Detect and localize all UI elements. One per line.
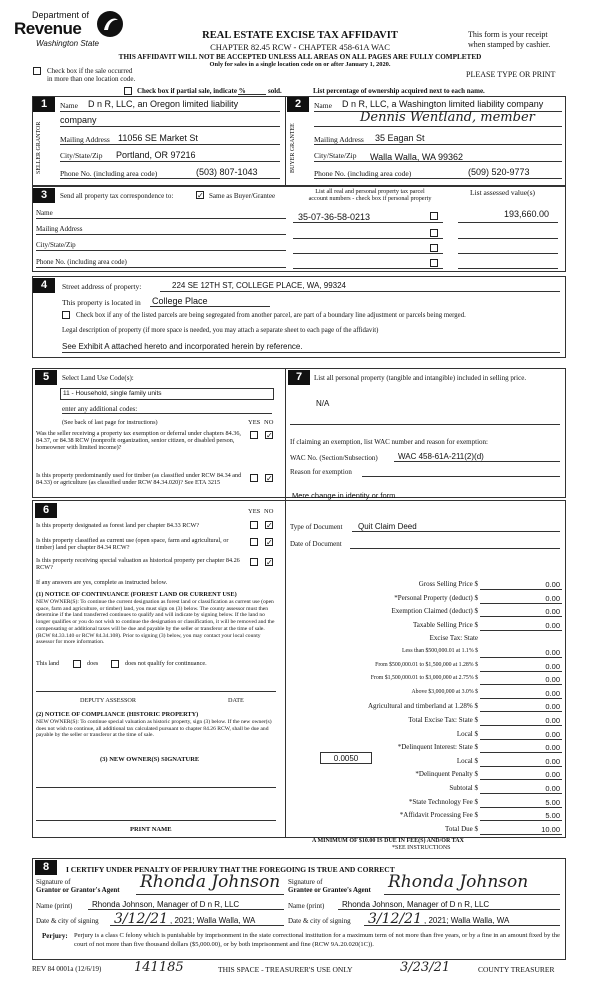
buyer-name-line1[interactable]: D n R, LLC, a Washington limited liability company <box>342 99 544 109</box>
calc-value[interactable]: 0.00 <box>545 621 560 630</box>
calc-value[interactable]: 0.00 <box>545 607 560 616</box>
seller-mailing[interactable]: 11056 SE Market St <box>118 133 198 143</box>
s6-q1: Is this property designated as forest land per chapter 84.33 RCW? <box>36 522 200 529</box>
s2-line <box>314 161 562 162</box>
s8-line <box>110 925 284 926</box>
assessed-line <box>458 253 558 254</box>
section-3-number: 3 <box>33 188 55 203</box>
s5-no: NO <box>264 419 274 426</box>
assessed-line <box>458 238 558 239</box>
calc-line <box>480 820 562 821</box>
name-print-label-2: Name (print) <box>288 902 325 910</box>
section-2-number: 2 <box>287 97 309 112</box>
calc-label: Exemption Claimed (deduct) $ <box>391 607 478 615</box>
buyer-phone[interactable]: (509) 520-9773 <box>468 167 530 177</box>
certify-text: I CERTIFY UNDER PENALTY OF PERJURY THAT THE FOREGOING IS TRUE AND CORRECT <box>66 865 395 874</box>
name-print-label-1: Name (print) <box>36 902 73 910</box>
assessed-line <box>458 222 558 223</box>
reason-label: Reason for exemption <box>290 468 352 476</box>
parcel-header-2: account numbers - check box if personal property <box>308 195 432 202</box>
calc-label: Subtotal $ <box>449 784 478 792</box>
calc-value[interactable]: 5.00 <box>545 798 560 807</box>
s6-no: NO <box>264 508 274 515</box>
type-or-print: PLEASE TYPE OR PRINT <box>466 70 556 79</box>
assessed-line <box>458 268 558 269</box>
s8-line <box>88 909 284 910</box>
parcel-line <box>293 268 443 269</box>
partial-sale-label: Check box if partial sale, indicate % <box>137 87 246 95</box>
sig-grantor-label-2: Grantor or Grantor's Agent <box>36 886 120 894</box>
s1-line <box>60 126 280 127</box>
section-divider <box>285 96 286 186</box>
sig-grantee-label-1: Signature of <box>288 878 323 886</box>
grantor-signature: Rhonda Johnson <box>140 872 281 892</box>
seller-side-label: SELLER GRANTOR <box>36 121 42 175</box>
calc-label: Total Excise Tax: State $ <box>408 716 478 724</box>
notice1-text: NEW OWNER(S): To continue the current designation as forest land or classification as current use (open space, farm and agriculture, or timber) land, you must sign on (3) below. The county assessor must then determine if the land transferred continues to qualify and will indicate by signing below. If the land no longer qualifies or you do not wish to continue the designation or classification, it will be removed and the compensating or additional taxes will be due and payable by the seller or transferor at the time of sale. (RCW 84.33.140 or RCW 84.34.108). Prior to signing (3) below, you may contact your local county assessor for more information. <box>36 599 275 646</box>
s5-q1-yes-checkbox[interactable] <box>250 431 258 439</box>
legal-description[interactable]: See Exhibit A attached hereto and incorporated herein by reference. <box>62 342 303 351</box>
receipt-note-1: This form is your receipt <box>468 30 548 39</box>
s2-mailing-label: Mailing Address <box>314 135 364 144</box>
only-for-text: Only for sales in a single location code on or after January 1, 2020. <box>209 61 391 68</box>
calc-value[interactable]: 0.00 <box>545 730 560 739</box>
land-does-checkbox[interactable] <box>73 660 81 668</box>
buyer-mailing[interactable]: 35 Eagan St <box>375 133 425 143</box>
segregated-checkbox[interactable] <box>62 311 70 319</box>
calc-label: *Delinquent Interest: State $ <box>397 743 478 751</box>
section-4-number: 4 <box>33 278 55 293</box>
same-as-label: Same as Buyer/Grantee <box>209 192 276 200</box>
s2-line <box>314 178 562 179</box>
s8-line <box>338 909 560 910</box>
calc-line <box>480 589 562 590</box>
additional-codes-label: enter any additional codes: <box>62 405 138 413</box>
s6-q1-yes-checkbox[interactable] <box>250 521 258 529</box>
s7-line <box>290 424 560 425</box>
grantor-date-city[interactable]: , 2021; Walla Walla, WA <box>170 916 256 925</box>
calc-line <box>480 779 562 780</box>
notice1-title: (1) NOTICE OF CONTINUANCE (FOREST LAND OR CURRENT USE) <box>36 591 237 598</box>
sold-label: sold. <box>268 87 282 95</box>
s2-line <box>314 126 562 127</box>
located-city[interactable]: College Place <box>152 296 208 306</box>
calc-line <box>480 698 562 699</box>
land-use-select[interactable]: 11 - Household, single family units <box>60 388 274 400</box>
s5-q1-no-checkbox[interactable]: ✓ <box>266 431 273 440</box>
form-subtitle: CHAPTER 82.45 RCW - CHAPTER 458-61A WAC <box>210 42 390 52</box>
street-address[interactable]: 224 SE 12TH ST, COLLEGE PLACE, WA, 99324 <box>172 281 347 290</box>
perjury-text: Perjury is a class C felony which is punishable by imprisonment in the state correctional institution for a maximum term of not more than five years, or by a fine in an amount fixed by the court of not more than five thousand dollars ($5,000.00), or by both imprisonment and fine (RCW 9A.20.020(1C)). <box>74 932 560 948</box>
sig-grantee-label-2: Grantee or Grantee's Agent <box>288 886 371 894</box>
calc-label: From $500,000.01 to $1,500,000 at 1.28% $ <box>375 662 478 668</box>
form-title: REAL ESTATE EXCISE TAX AFFIDAVIT <box>202 30 398 41</box>
s8-line <box>384 894 560 895</box>
s5-line <box>62 413 272 414</box>
personal-property-value[interactable]: N/A <box>316 399 330 408</box>
s1-phone-label: Phone No. (including area code) <box>60 169 158 178</box>
calc-line <box>480 671 562 672</box>
parcel-line <box>293 238 443 239</box>
s8-line <box>136 894 284 895</box>
calc-line <box>480 711 562 712</box>
dept-line1: Department of <box>32 10 90 20</box>
s6-q3: Is this property receiving special valuation as historical property per chapter 84.26 RCW? <box>36 557 240 571</box>
dept-revenue: Revenue <box>14 19 82 38</box>
section-1-number: 1 <box>33 97 55 112</box>
this-land-label: This land <box>36 660 60 667</box>
s2-city-label: City/State/Zip <box>314 151 357 160</box>
calc-line <box>480 657 562 658</box>
partial-pct-line <box>238 94 266 95</box>
calc-line <box>480 752 562 753</box>
assessed-header: List assessed value(s) <box>470 188 535 197</box>
section-6-number: 6 <box>35 503 57 518</box>
parcel-number[interactable]: 35-07-36-58-0213 <box>298 212 371 222</box>
grantor-date-hand: 3/12/21 <box>114 911 168 927</box>
calc-line <box>480 725 562 726</box>
owner-sig-line <box>36 787 276 788</box>
sig-grantor-label-1: Signature of <box>36 878 71 886</box>
s5-q2: Is this property predominantly used for timber (as classified under RCW 84.34 and 84.33) or agriculture (as classified under RCW 84.34.020)? See ETA 3215 <box>36 472 242 486</box>
s6-q2-yes-checkbox[interactable] <box>250 538 258 546</box>
section-5-number: 5 <box>35 370 57 385</box>
see-back-label: (See back of last page for instructions) <box>62 419 158 426</box>
partial-sale-checkbox[interactable] <box>124 87 132 95</box>
calc-value[interactable]: 0.00 <box>545 770 560 779</box>
handwritten-date: 3/23/21 <box>400 960 451 975</box>
buyer-city[interactable]: Walla Walla, WA 99362 <box>370 152 464 162</box>
buyer-side-label: BUYER GRANTEE <box>290 123 296 173</box>
s7-line <box>352 531 560 532</box>
exemption-reason[interactable]: Mere change in identity or form <box>292 491 396 500</box>
s3-mailing-label: Mailing Address <box>36 225 83 233</box>
rev-number: REV 84 0001a (12/6/19) <box>32 965 102 973</box>
s2-name-label: Name <box>314 101 332 110</box>
s1-line <box>60 178 280 179</box>
s6-q2-no-checkbox[interactable]: ✓ <box>266 538 273 547</box>
s4-line <box>62 352 560 353</box>
county-treasurer: COUNTY TREASURER <box>478 965 555 974</box>
parcel-line <box>293 253 443 254</box>
calc-label: Local $ <box>456 757 478 765</box>
s3-city-label: City/State/Zip <box>36 241 76 249</box>
s5-q2-no-checkbox[interactable]: ✓ <box>266 474 273 483</box>
street-label: Street address of property: <box>62 282 142 291</box>
does-not-label: does not qualify for continuance. <box>125 660 207 667</box>
calc-line <box>480 766 562 767</box>
s1-name-label: Name <box>60 101 78 110</box>
treasurer-use: THIS SPACE - TREASURER'S USE ONLY <box>218 965 353 974</box>
s6-yes: YES <box>248 508 261 515</box>
s3-phone-label: Phone No. (including area code) <box>36 258 127 266</box>
section-7-number: 7 <box>288 370 310 385</box>
s2-line <box>314 144 562 145</box>
calc-value[interactable]: 0.00 <box>545 757 560 766</box>
list-pct-label: List percentage of ownership acquired next to each name. <box>313 87 485 95</box>
wac-label: WAC No. (Section/Subsection) <box>290 454 378 462</box>
calc-label: Gross Selling Price $ <box>418 580 478 588</box>
deputy-label: DEPUTY ASSESSOR <box>80 697 136 704</box>
doc-type-label: Type of Document <box>290 523 343 531</box>
s7-line <box>362 476 560 477</box>
s6-q1-no-checkbox[interactable]: ✓ <box>266 521 273 530</box>
personal-property-label: List all personal property (tangible and intangible) included in selling price. <box>314 374 527 382</box>
calc-label: Less than $500,000.01 at 1.1% $ <box>402 648 478 654</box>
s1-city-label: City/State/Zip <box>60 151 103 160</box>
print-name-line <box>36 820 276 821</box>
calc-value[interactable]: 0.00 <box>545 784 560 793</box>
calc-line <box>480 684 562 685</box>
s6-q3-yes-checkbox[interactable] <box>250 558 258 566</box>
grantee-date-hand: 3/12/21 <box>368 911 422 927</box>
does-label: does <box>87 660 99 667</box>
notice2-title: (2) NOTICE OF COMPLIANCE (HISTORIC PROPERTY) <box>36 711 199 718</box>
calc-label: Excise Tax: State <box>429 634 478 642</box>
print-name-label: PRINT NAME <box>130 826 172 833</box>
personal-property-checkbox-3[interactable] <box>430 244 438 252</box>
located-label: This property is located in <box>62 298 141 307</box>
segregated-label: Check box if any of the listed parcels are being segregated from another parcel, are part of a boundary line adjustment or parcels being merged. <box>76 312 466 319</box>
doc-type[interactable]: Quit Claim Deed <box>358 522 417 531</box>
calc-line <box>480 603 562 604</box>
send-label: Send all property tax correspondence to: <box>60 192 174 200</box>
calc-label: Local $ <box>456 730 478 738</box>
calc-value[interactable]: 0.00 <box>545 648 560 657</box>
local-rate[interactable]: 0.0050 <box>320 752 372 764</box>
s1-mailing-label: Mailing Address <box>60 135 110 144</box>
handwritten-number: 141185 <box>134 960 184 975</box>
calc-value[interactable]: 0.00 <box>545 580 560 589</box>
s5-q2-yes-checkbox[interactable] <box>250 474 258 482</box>
calc-value[interactable]: 5.00 <box>545 811 560 820</box>
s1-line <box>60 144 280 145</box>
calc-value[interactable]: 0.00 <box>545 594 560 603</box>
receipt-note-2: when stamped by cashier. <box>468 40 551 49</box>
dept-state: Washington State <box>36 39 100 48</box>
calc-value[interactable]: 0.00 <box>545 689 560 698</box>
s3-name-label: Name <box>36 209 53 217</box>
seller-phone[interactable]: (503) 807-1043 <box>196 167 258 177</box>
grantor-name-print[interactable]: Rhonda Johnson, Manager of D n R, LLC <box>92 900 240 909</box>
seller-city[interactable]: Portland, OR 97216 <box>116 150 196 160</box>
grantee-signature: Rhonda Johnson <box>388 872 529 892</box>
calc-line <box>480 834 562 835</box>
calc-label: *State Technology Fee $ <box>408 798 478 806</box>
section-8-number: 8 <box>35 860 57 875</box>
s3-line <box>36 250 286 251</box>
personal-property-checkbox-2[interactable] <box>430 229 438 237</box>
s7-line <box>350 548 560 549</box>
multi-location-label-2: in more than one location code. <box>47 75 136 83</box>
calc-label: Agricultural and timberland at 1.28% $ <box>367 702 478 710</box>
buyer-name-handwritten: Dennis Wentland, member <box>360 110 535 125</box>
calc-label: Taxable Selling Price $ <box>412 621 478 629</box>
calc-label: *Delinquent Penalty $ <box>415 770 478 778</box>
owner-sig-label: (3) NEW OWNER(S) SIGNATURE <box>100 756 200 763</box>
calc-value[interactable]: 0.00 <box>545 743 560 752</box>
s5-yes: YES <box>248 419 261 426</box>
parcel-line <box>293 222 443 223</box>
logo-swirl-icon <box>96 10 124 38</box>
calc-value[interactable]: 0.00 <box>545 716 560 725</box>
calc-line <box>480 616 562 617</box>
assessed-value[interactable]: 193,660.00 <box>504 209 550 219</box>
personal-property-checkbox-1[interactable] <box>430 212 438 220</box>
s8-line <box>364 925 560 926</box>
s1-line <box>60 111 280 112</box>
s6-q3-no-checkbox[interactable]: ✓ <box>266 558 273 567</box>
calc-line <box>480 807 562 808</box>
select-land-label: Select Land Use Code(s): <box>62 374 134 382</box>
calc-label: Above $3,000,000 at 3.0% $ <box>411 689 478 695</box>
wac-number[interactable]: WAC 458-61A-211(2)(d) <box>398 452 484 461</box>
date-city-label-1: Date & city of signing <box>36 917 99 925</box>
calc-value[interactable]: 0.00 <box>545 662 560 671</box>
deputy-line <box>36 691 276 692</box>
perjury-label: Perjury: <box>42 932 68 940</box>
calc-label: From $1,500,000.01 to $3,000,000 at 2.75% $ <box>370 675 478 681</box>
see-instructions: *SEE INSTRUCTIONS <box>392 845 451 851</box>
s4-line <box>160 291 560 292</box>
calc-value[interactable]: 10.00 <box>541 825 560 834</box>
s3-line <box>36 234 286 235</box>
same-as-checkbox[interactable]: ✓ <box>197 191 204 200</box>
seller-name-line2[interactable]: company <box>60 115 97 125</box>
calc-line <box>480 793 562 794</box>
s3-line <box>36 218 286 219</box>
calc-label: *Personal Property (deduct) $ <box>394 594 478 602</box>
doc-date-label: Date of Document <box>290 540 342 548</box>
calc-line <box>480 630 562 631</box>
s7-line <box>394 461 560 462</box>
seller-name-line1[interactable]: D n R, LLC, an Oregon limited liability <box>88 99 239 109</box>
s4-line <box>150 306 270 307</box>
calc-value[interactable]: 0.00 <box>545 675 560 684</box>
parcel-header-1: List all real and personal property tax parcel <box>315 188 425 195</box>
multi-location-checkbox[interactable] <box>33 67 41 75</box>
s5-q1: Was the seller receiving a property tax exemption or deferral under chapters 84.36, 84.37, or 84.38 RCW (nonprofit organization, senior citizen, or disabled person, homeowner with limited income)? <box>36 430 241 451</box>
date-city-label-2: Date & city of signing <box>288 917 351 925</box>
legal-label: Legal description of property (if more space is needed, you may attach a separate sheet to each page of the affidavit) <box>62 327 379 334</box>
dor-logo <box>8 6 128 54</box>
s1-line <box>60 161 280 162</box>
calc-label: *Affidavit Processing Fee $ <box>399 811 478 819</box>
calc-value[interactable]: 0.00 <box>545 702 560 711</box>
if-yes-label: If any answers are yes, complete as instructed below. <box>36 579 168 586</box>
calc-line <box>480 739 562 740</box>
minimum-note: A MINIMUM OF $10.00 IS DUE IN FEE(S) AND/OR TAX <box>312 838 464 844</box>
calc-label: Total Due $ <box>445 825 478 833</box>
exemption-label: If claiming an exemption, list WAC number and reason for exemption: <box>290 438 488 446</box>
multi-location-label-1: Check box if the sale occurred <box>47 67 133 75</box>
personal-property-checkbox-4[interactable] <box>430 259 438 267</box>
grantee-name-print[interactable]: Rhonda Johnson, Manager of D n R, LLC <box>342 900 490 909</box>
notice2-text: NEW OWNER(S): To continue special valuation as historic property, sign (3) below. If the new owner(s) does not wish to continue, all additional tax calculated pursuant to chapter 84.26 RCW, shall be due and payable by the seller or transferor at the time of sale. <box>36 719 272 739</box>
grantee-date-city[interactable]: , 2021; Walla Walla, WA <box>424 916 510 925</box>
s6-q2: Is this property classified as current use (open space, farm and agricultural, or timber) land per chapter 84.34 RCW? <box>36 537 229 551</box>
s3-line <box>36 267 286 268</box>
s2-phone-label: Phone No. (including area code) <box>314 169 412 178</box>
warning-text: THIS AFFIDAVIT WILL NOT BE ACCEPTED UNLESS ALL AREAS ON ALL PAGES ARE FULLY COMPLETED <box>118 53 482 61</box>
land-does-not-checkbox[interactable] <box>111 660 119 668</box>
date-label: DATE <box>228 697 244 704</box>
